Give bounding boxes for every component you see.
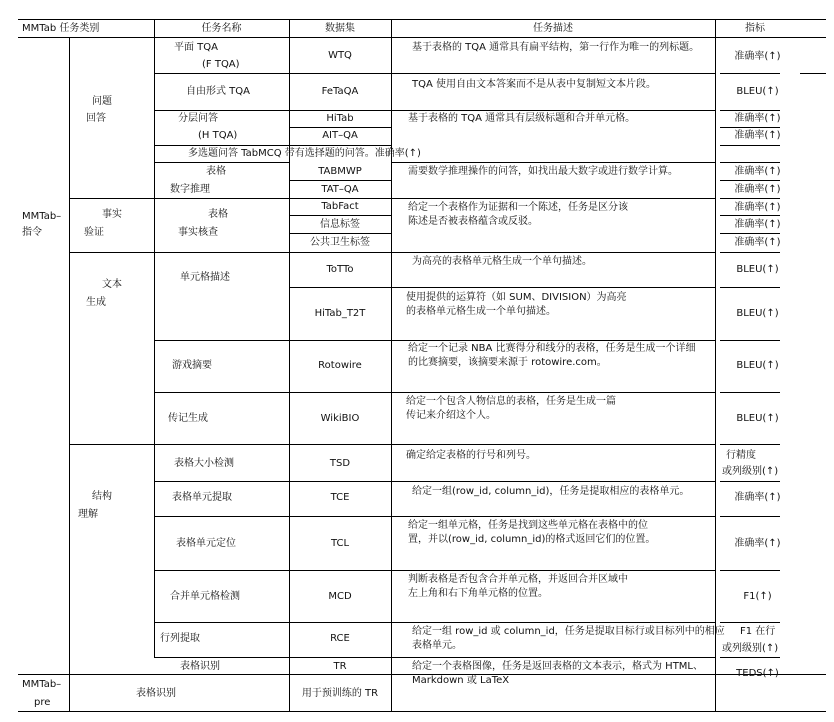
desc-wikibio-line2: 传记来介绍这个人。 [406,410,496,421]
rule-ds-18 [289,657,391,658]
desc-rce: 给定一组 row_id 或 column_id，任务是提取目标行或目标列中的相应 [412,626,725,637]
group-mmtab-instruct: MMTab– [22,211,62,222]
metric-mcd: F1(↑) [743,591,772,602]
rule-desc-13 [391,622,715,623]
desc-totto: 为高亮的表格单元格生成一个单句描述。 [412,256,592,267]
desc-hitab-t2t-line2: 的表格单元格生成一个单句描述。 [406,306,556,317]
desc-tcl: 给定一组单元格，任务是找到这些单元格在表格中的位 [408,520,648,531]
group-mmtab-instruct-line2: 指令 [22,227,42,238]
dataset-tr: TR [333,661,347,672]
task-table-recognition-pre: 表格识别 [136,688,176,699]
rule-metric-1 [720,73,780,74]
metric-tce: 准确率(↑) [734,492,781,503]
desc-tr: 给定一个表格图像，任务是返回表格的文本表示，格式为 HTML、 [412,661,704,672]
dataset-infotabs: 信息标签 [320,219,360,230]
rule-metric-3 [720,127,780,128]
dataset-totto: ToTTo [326,264,354,275]
task-flat-tqa: 平面 TQA [174,42,218,53]
rule-task-1 [154,73,289,74]
rule-ds-5 [289,180,391,181]
dataset-tsd: TSD [329,458,351,469]
dataset-tabmwp: TABMWP [318,166,362,177]
rule-top [18,19,826,20]
dataset-tce: TCE [330,492,350,503]
rule-ds-15 [289,516,391,517]
desc-tabfact: 给定一个表格作为证据和一个陈述，任务是区分该 [408,202,628,213]
rule-metric-7 [720,198,780,199]
metric-infotabs: 准确率(↑) [734,219,781,230]
rule-task-7 [154,340,289,341]
rule-col-desc [391,19,392,711]
rule-ds-2 [289,110,391,111]
metric-tsd-line2: 或列级别(↑) [722,466,779,477]
rule-task-12 [154,570,289,571]
rule-metric-10 [720,252,780,253]
rule-metric-17 [720,570,780,571]
desc-hitab: 基于表格的 TQA 通常具有层级标题和合并单元格。 [408,113,636,124]
dataset-hitab: HiTab [326,113,354,124]
desc-rotowire-line2: 的比赛摘要，该摘要来源于 rotowire.com。 [408,357,607,368]
rule-ds-9 [289,252,391,253]
rule-metric-tail [800,73,826,74]
rule-ds-17 [289,622,391,623]
metric-hitab: 准确率(↑) [734,113,781,124]
rule-metric-14 [720,444,780,445]
rule-col-category-left [69,37,70,711]
task-tabmcq: 多选题问答 TabMCQ 带有选择题的问答。准确率(↑) [188,148,421,159]
metric-ait-qa: 准确率(↑) [734,130,781,141]
rule-bottom [18,711,826,712]
rule-task-8 [154,392,289,393]
desc-tabfact-line2: 陈述是否被表格蕴含或反驳。 [408,216,538,227]
metric-rce-line2: 或列级别(↑) [722,643,779,654]
task-hierarchical-qa-abbr: (H TQA) [198,130,238,141]
rule-ds-14 [289,481,391,482]
rule-metric-9 [720,233,780,234]
rule-desc-14 [391,657,715,658]
rule-metric-18 [720,622,780,623]
desc-mcd-line2: 左上角和右下角单元格的位置。 [408,588,548,599]
dataset-wikibio: WikiBIO [320,413,360,424]
task-free-form-tqa: 自由形式 TQA [186,86,250,97]
metric-tcl: 准确率(↑) [734,538,781,549]
rule-metric-6 [720,180,780,181]
rule-metric-8 [720,215,780,216]
category-fact-verification-line2: 验证 [84,227,104,238]
desc-tr-line2: Markdown 或 LaTeX [412,675,510,686]
task-hierarchical-qa: 分层问答 [178,113,218,124]
rule-ds-6 [289,198,391,199]
category-text-generation: 文本 [102,279,122,290]
category-structure-understanding: 结构 [92,491,112,502]
header-dataset: 数据集 [325,23,355,34]
group-mmtab-pre-line2: pre [34,697,51,708]
dataset-tabfact: TabFact [321,201,359,212]
rule-task-14 [154,657,289,658]
task-row-column-extraction: 行列提取 [160,633,200,644]
desc-tsd: 确定给定表格的行号和列号。 [406,450,536,461]
metric-tr: TEDS(↑) [736,668,779,679]
rule-desc-4 [391,198,715,199]
rule-task-11 [154,516,289,517]
rule-col-task [154,19,155,657]
dataset-mcd: MCD [328,591,352,602]
dataset-rce: RCE [330,633,350,644]
rule-metric-13 [720,392,780,393]
rule-metric-4 [720,145,780,146]
header-task-name: 任务名称 [201,23,242,34]
rule-task-9 [154,444,289,445]
rule-metric-19 [720,657,780,658]
rule-desc-3 [391,162,715,163]
metric-hitab-t2t: BLEU(↑) [736,308,779,319]
metric-fetaqa: BLEU(↑) [736,86,779,97]
rule-ds-1 [289,73,391,74]
task-table-fact-check-line2: 事实核查 [178,227,218,238]
rule-ds-11 [289,340,391,341]
rule-metric-16 [720,516,780,517]
rule-ds-4 [289,145,391,146]
header-category: MMTab 任务类别 [22,23,100,34]
rule-cat-su [69,444,154,445]
rule-metric-12 [720,340,780,341]
metric-tabfact: 准确率(↑) [734,202,781,213]
category-text-generation-line2: 生成 [86,297,106,308]
rule-desc-1 [391,73,715,74]
metric-pubhealthtab: 准确率(↑) [734,237,781,248]
category-structure-understanding-line2: 理解 [78,509,98,520]
rule-ds-7 [289,215,391,216]
task-flat-tqa-abbr: (F TQA) [202,59,240,70]
desc-rce-line2: 表格单元。 [412,640,462,651]
task-biography-generation: 传记生成 [168,413,208,424]
rule-task-10 [154,481,289,482]
rule-desc-6 [391,287,715,288]
rule-metric-11 [720,287,780,288]
metric-tat-qa: 准确率(↑) [734,184,781,195]
dataset-fetaqa: FeTaQA [321,86,359,97]
task-merged-cell-detection: 合并单元格检测 [170,591,240,602]
rule-task-6 [154,252,289,253]
rule-cat-fv [69,198,154,199]
desc-wtq: 基于表格的 TQA 通常具有扁平结构，第一行作为唯一的列标题。 [412,42,700,53]
rule-desc-9 [391,444,715,445]
rule-task-3 [154,145,289,146]
rule-ds-3 [289,127,391,128]
dataset-tr-pretraining: 用于预训练的 TR [301,688,379,699]
metric-wikibio: BLEU(↑) [736,413,779,424]
category-qa-line2: 回答 [86,113,106,124]
rule-ds-16 [289,570,391,571]
desc-tabmwp: 需要数学推理操作的问答，如找出最大数字或进行数学计算。 [408,166,678,177]
dataset-pubhealthtab: 公共卫生标签 [310,237,370,248]
rule-metric-15 [720,481,780,482]
rule-task-5 [154,198,289,199]
rule-ds-12 [289,392,391,393]
rule-ds-10 [289,287,391,288]
dataset-hitab-t2t: HiTab_T2T [314,308,366,319]
rule-ds-13 [289,444,391,445]
dataset-tat-qa: TAT–QA [321,184,359,195]
rule-task-2 [154,110,289,111]
dataset-rotowire: Rotowire [318,360,362,371]
rule-task-13 [154,622,289,623]
desc-tce: 给定一组(row_id, column_id)，任务是提取相应的表格单元。 [412,486,690,497]
rule-cat-tg [69,252,154,253]
group-mmtab-pre: MMTab– [22,679,62,690]
metric-rce: F1 在行 [740,626,776,637]
metric-totto: BLEU(↑) [736,264,779,275]
task-table-recognition: 表格识别 [180,661,220,672]
rule-desc-8 [391,392,715,393]
desc-fetaqa: TQA 使用自由文本答案而不是从表中复制短文本片段。 [412,79,656,90]
metric-tabmwp: 准确率(↑) [734,166,781,177]
rule-metric-5 [720,162,780,163]
dataset-wtq: WTQ [328,50,352,61]
rule-metric-2 [720,110,780,111]
category-qa: 问题 [92,96,112,107]
desc-hitab-t2t: 使用提供的运算符（如 SUM、DIVISION）为高亮 [406,292,627,303]
header-metric: 指标 [745,23,765,34]
desc-mcd: 判断表格是否包含合并单元格，并返回合并区域中 [408,574,628,585]
task-table-cell-locating: 表格单元定位 [176,538,236,549]
rule-desc-7 [391,340,715,341]
rule-desc-5 [391,252,715,253]
header-description: 任务描述 [533,23,573,34]
task-table-fact-check: 表格 [208,209,228,220]
task-table-size-detection: 表格大小检测 [174,458,234,469]
rule-desc-12 [391,570,715,571]
task-numeric-reasoning: 数字推理 [170,184,210,195]
desc-rotowire: 给定一个记录 NBA 比赛得分和线分的表格，任务是生成一个详细 [408,343,696,354]
rule-task-4 [154,162,289,163]
metric-wtq: 准确率(↑) [734,51,781,62]
task-table-cell-extraction: 表格单元提取 [172,492,232,503]
desc-tcl-line2: 置，并以(row_id, column_id)的格式返回它们的位置。 [408,534,656,545]
category-fact-verification: 事实 [102,209,122,220]
task-table-numeric: 表格 [206,166,226,177]
dataset-ait-qa: AIT–QA [322,130,358,141]
rule-desc-2 [391,110,715,111]
task-game-summary: 游戏摘要 [172,360,212,371]
desc-wikibio: 给定一个包含人物信息的表格，任务是生成一篇 [406,396,616,407]
rule-ds-8 [289,233,391,234]
metric-tsd: 行精度 [726,450,756,461]
task-cell-description: 单元格描述 [180,272,230,283]
rule-desc-10 [391,481,715,482]
dataset-tcl: TCL [330,538,350,549]
rule-header-bottom [18,37,826,38]
rule-desc-11 [391,516,715,517]
metric-rotowire: BLEU(↑) [736,360,779,371]
